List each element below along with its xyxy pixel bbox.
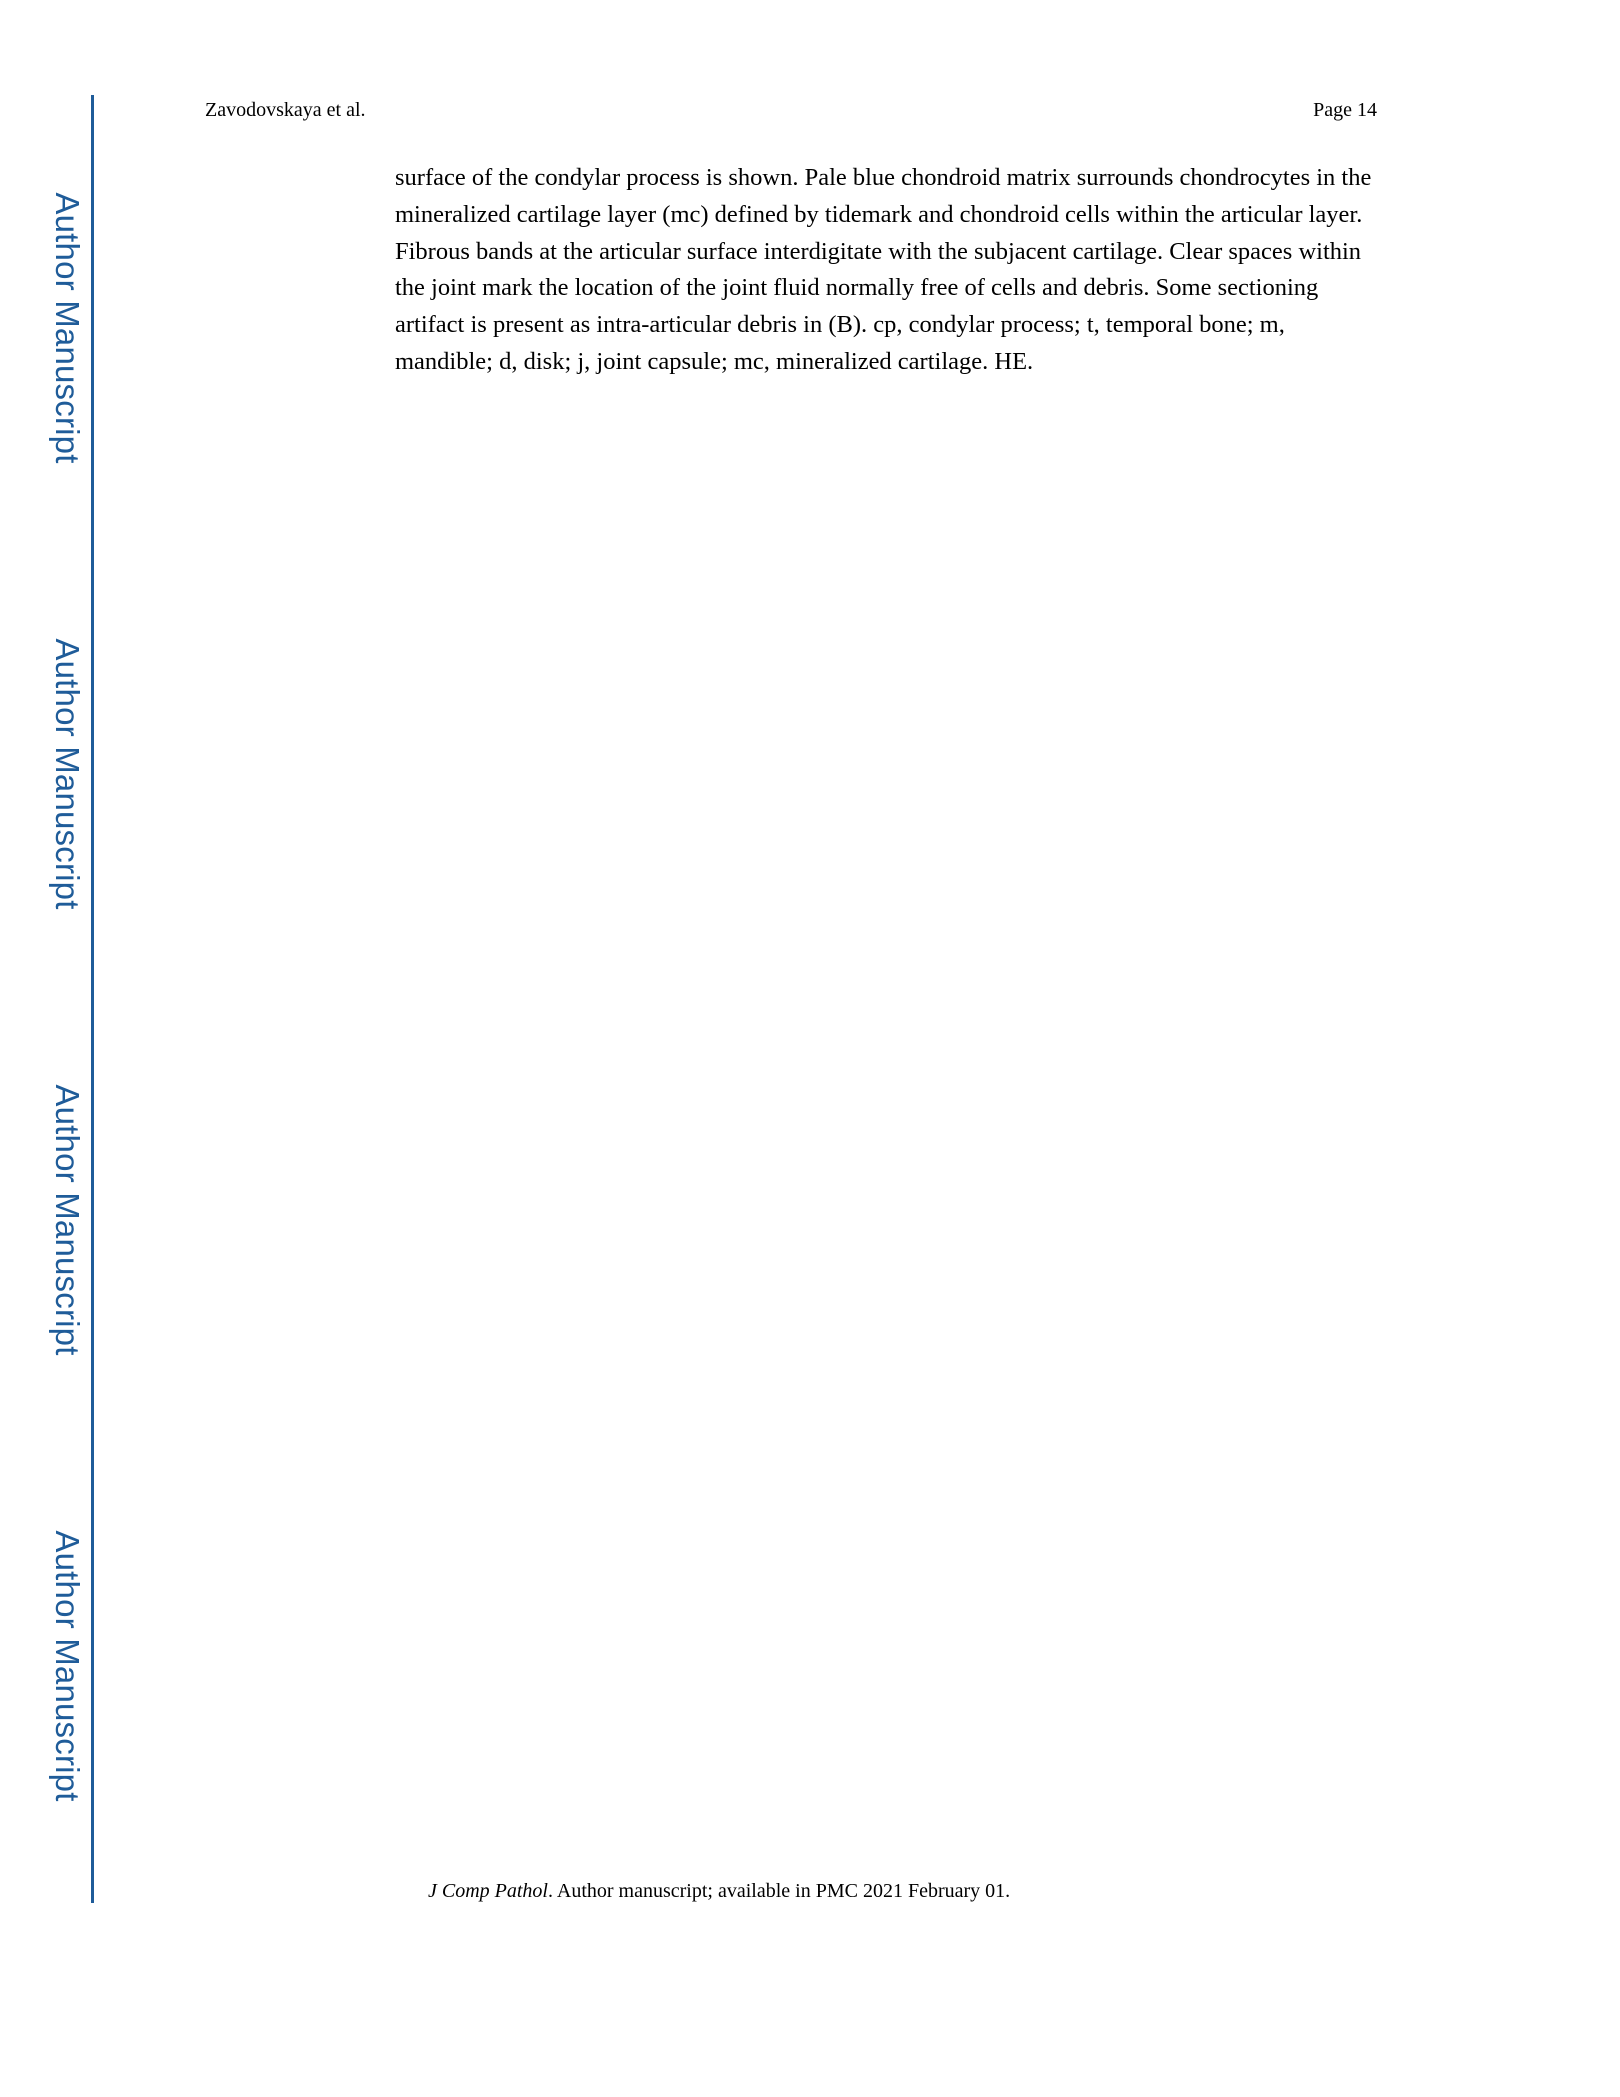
availability-note: . Author manuscript; available in PMC 2021 February 01.	[548, 1880, 1011, 1902]
sidebar-watermark-text: Author Manuscript	[49, 1530, 86, 1802]
sidebar-watermark-text: Author Manuscript	[49, 638, 86, 910]
sidebar-rule	[91, 95, 94, 1903]
sidebar-watermark-text: Author Manuscript	[49, 192, 86, 464]
running-head-authors: Zavodovskaya et al.	[205, 99, 366, 121]
footer-citation	[428, 1880, 1010, 1903]
journal-name: J Comp Pathol	[428, 1880, 548, 1902]
figure-caption-text: surface of the condylar process is shown. Pale blue chondroid matrix surrounds chondrocytes in the mineralized cartilage layer (mc) defined by tidemark and chondroid cells within the articular layer. Fibrous bands at the articular surface interdigitate with the subjacent cartilage. Clear spaces within the joint mark the location of the joint fluid normally free of cells and debris. Some sectioning artifact is present as intra-articular debris in (B). cp, condylar process; t, temporal bone; m, mandible; d, disk; j, joint capsule; mc, mineralized cartilage. HE.	[395, 164, 1372, 375]
page-number: Page 14	[1313, 99, 1377, 121]
figure-caption	[395, 160, 1387, 381]
sidebar-watermark-text: Author Manuscript	[49, 1084, 86, 1356]
